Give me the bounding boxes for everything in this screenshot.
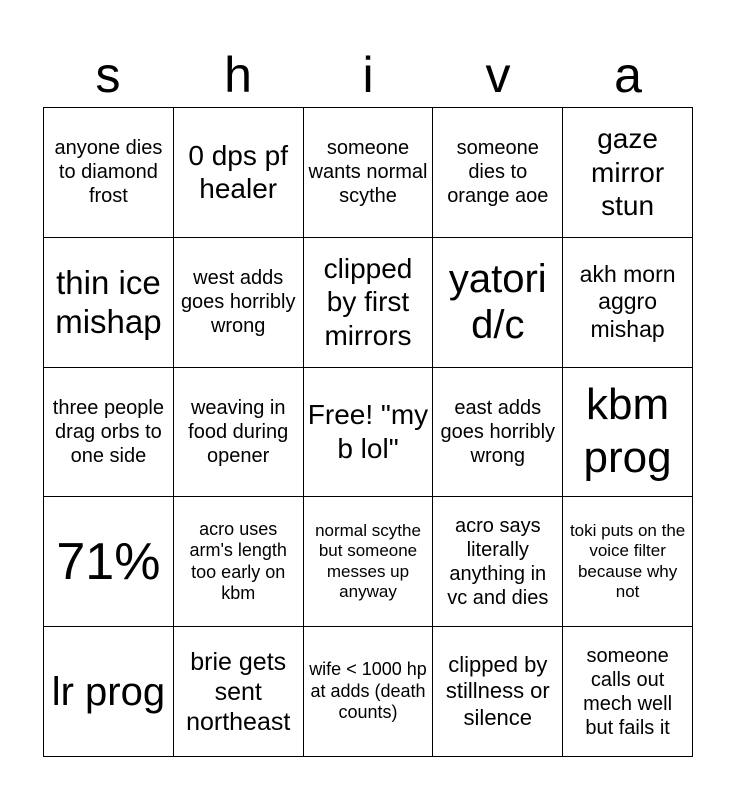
title-letter: s xyxy=(95,47,121,103)
bingo-cell[interactable]: clipped by stillness or silence xyxy=(433,627,563,757)
bingo-cell[interactable]: normal scythe but someone messes up anyway xyxy=(304,497,434,627)
bingo-cell[interactable]: 71% xyxy=(44,497,174,627)
bingo-cell[interactable]: east adds goes horribly wrong xyxy=(433,368,563,498)
bingo-cell[interactable]: akh morn aggro mishap xyxy=(563,238,693,368)
bingo-cell[interactable]: toki puts on the voice filter because why not xyxy=(563,497,693,627)
bingo-cell[interactable]: yatori d/c xyxy=(433,238,563,368)
title-letter: a xyxy=(614,47,642,103)
bingo-cell[interactable]: acro says literally anything in vc and dies xyxy=(433,497,563,627)
title-letter: v xyxy=(485,47,511,103)
bingo-cell[interactable]: someone wants normal scythe xyxy=(304,108,434,238)
title-letter: i xyxy=(362,47,374,103)
bingo-title xyxy=(43,44,693,106)
bingo-cell[interactable]: west adds goes horribly wrong xyxy=(174,238,304,368)
bingo-cell[interactable]: three people drag orbs to one side xyxy=(44,368,174,498)
bingo-cell[interactable]: kbm prog xyxy=(563,368,693,498)
bingo-cell[interactable]: gaze mirror stun xyxy=(563,108,693,238)
bingo-cell[interactable]: acro uses arm's length too early on kbm xyxy=(174,497,304,627)
title-letter: h xyxy=(224,47,252,103)
bingo-cell[interactable]: 0 dps pf healer xyxy=(174,108,304,238)
bingo-cell[interactable]: anyone dies to diamond frost xyxy=(44,108,174,238)
bingo-board xyxy=(43,107,693,757)
bingo-free-cell[interactable]: Free! "my b lol" xyxy=(304,368,434,498)
bingo-cell[interactable]: thin ice mishap xyxy=(44,238,174,368)
bingo-cell[interactable]: weaving in food during opener xyxy=(174,368,304,498)
bingo-cell[interactable]: clipped by first mirrors xyxy=(304,238,434,368)
bingo-cell[interactable]: brie gets sent northeast xyxy=(174,627,304,757)
bingo-cell[interactable]: wife < 1000 hp at adds (death counts) xyxy=(304,627,434,757)
bingo-cell[interactable]: someone calls out mech well but fails it xyxy=(563,627,693,757)
bingo-cell[interactable]: someone dies to orange aoe xyxy=(433,108,563,238)
bingo-cell[interactable]: lr prog xyxy=(44,627,174,757)
